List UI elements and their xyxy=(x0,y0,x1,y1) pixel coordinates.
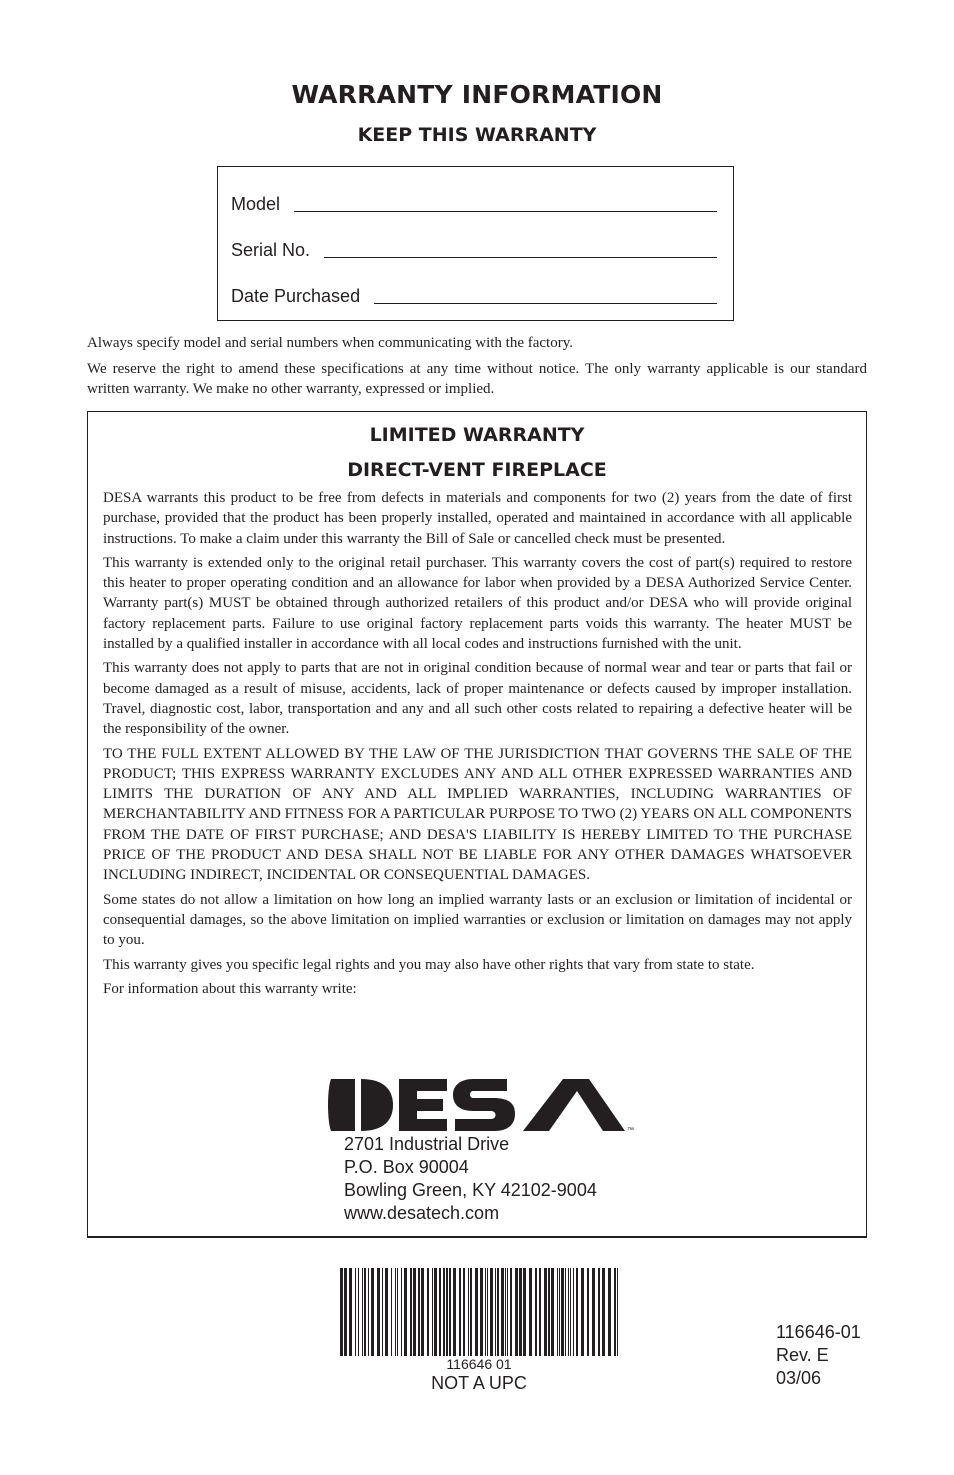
barcode-bar xyxy=(529,1268,532,1356)
barcode-bar xyxy=(480,1268,483,1356)
warranty-record-form xyxy=(217,166,734,321)
warranty-product: DIRECT-VENT FIREPLACE xyxy=(347,459,607,481)
barcode-bar xyxy=(453,1268,456,1356)
barcode-bar xyxy=(364,1268,366,1356)
model-entry-line xyxy=(294,211,717,212)
barcode-bar xyxy=(449,1268,451,1356)
barcode-bar xyxy=(497,1268,499,1356)
barcode-bar xyxy=(515,1268,518,1356)
barcode-bar xyxy=(490,1268,493,1356)
part-number: 116646-01 xyxy=(776,1322,861,1342)
page-subtitle: KEEP THIS WARRANTY xyxy=(357,124,597,146)
barcode-bar xyxy=(443,1268,445,1356)
barcode-bar xyxy=(565,1268,566,1356)
note-amend-rights: We reserve the right to amend these specifications at any time without notice. The only warranty applicable is our standard written warranty. We make no other warranty, expressed or implied. xyxy=(87,361,867,397)
warranty-paragraph: This warranty does not apply to parts that are not in original condition because of normal wear and tear or parts that fail or become damaged as a result of misuse, accidents, lack of proper maintenance or defects caused by improper installation. Travel, diagnostic cost, labor, transportation and any and all such other costs related to repairing a defective heater will be the responsibility of the owner. xyxy=(103,660,852,738)
barcode-image xyxy=(340,1268,618,1356)
barcode-bar xyxy=(487,1268,488,1356)
address-po-box: P.O. Box 90004 xyxy=(344,1157,469,1177)
barcode-bar xyxy=(468,1268,469,1356)
barcode-bar xyxy=(475,1268,478,1356)
warranty-paragraph: DESA warrants this product to be free from defects in materials and components for two (2) years from the date of first purchase, provided that the product has been properly installed, operated and maintained in accordance with all applicable instructions. To make a claim under this warranty the Bill of Sale or cancelled check must be presented. xyxy=(103,490,852,547)
barcode-bar xyxy=(470,1268,472,1356)
barcode-bar xyxy=(410,1268,412,1356)
page-title: WARRANTY INFORMATION xyxy=(291,80,663,109)
desa-logo xyxy=(327,1077,639,1133)
model-label: Model xyxy=(231,194,281,214)
revision-date: 03/06 xyxy=(776,1368,822,1388)
barcode-bar xyxy=(421,1268,424,1356)
barcode-bar xyxy=(413,1268,416,1356)
barcode-bar xyxy=(551,1268,554,1356)
barcode-bar xyxy=(598,1268,600,1356)
barcode-bar xyxy=(446,1268,448,1356)
date-purchased-label: Date Purchased xyxy=(231,286,361,306)
barcode-bar xyxy=(561,1268,564,1356)
warranty-title: LIMITED WARRANTY xyxy=(369,424,585,446)
barcode-bar xyxy=(559,1268,560,1356)
barcode-bar xyxy=(614,1268,616,1356)
barcode-bar xyxy=(391,1268,392,1356)
barcode-bar xyxy=(548,1268,550,1356)
barcode-bar xyxy=(505,1268,506,1356)
barcode-bar xyxy=(358,1268,359,1356)
barcode-bar xyxy=(495,1268,496,1356)
serial-field-row xyxy=(231,240,717,261)
barcode-bar xyxy=(608,1268,611,1356)
barcode-bar xyxy=(377,1268,380,1356)
barcode-bar xyxy=(340,1268,343,1356)
barcode-bar xyxy=(349,1268,352,1356)
barcode-bar xyxy=(592,1268,595,1356)
barcode-bar xyxy=(395,1268,396,1356)
barcode-bar xyxy=(427,1268,429,1356)
barcode-bar xyxy=(568,1268,569,1356)
barcode-bar xyxy=(570,1268,571,1356)
address-street: 2701 Industrial Drive xyxy=(344,1134,510,1154)
barcode-bar xyxy=(355,1268,356,1356)
note-specify-model: Always specify model and serial numbers when communicating with the factory. xyxy=(87,335,573,351)
barcode-bar xyxy=(617,1268,618,1356)
barcode-bar xyxy=(397,1268,398,1356)
barcode-bar xyxy=(510,1268,512,1356)
barcode-bar xyxy=(432,1268,433,1356)
warranty-paragraph: For information about this warranty write: xyxy=(103,980,357,997)
barcode-bar xyxy=(418,1268,420,1356)
barcode-bar xyxy=(573,1268,574,1356)
revision: Rev. E xyxy=(776,1345,829,1365)
address-website[interactable]: www.desatech.com xyxy=(344,1203,500,1223)
warranty-paragraph: Some states do not allow a limitation on how long an implied warranty lasts or an exclusion or limitation of incidental or consequential damages, so the above limitation on implied warranties or exclusion or limitation on damages may not apply to you. xyxy=(103,891,852,949)
barcode-bar xyxy=(519,1268,522,1356)
warranty-paragraph: This warranty gives you specific legal rights and you may also have other rights that vary from state to state. xyxy=(103,956,755,973)
barcode-bar xyxy=(368,1268,369,1356)
barcode-bar xyxy=(602,1268,605,1356)
barcode-bar xyxy=(463,1268,465,1356)
model-field-row xyxy=(231,194,717,215)
document-identifier xyxy=(776,1321,861,1390)
barcode-bar xyxy=(544,1268,547,1356)
barcode-bar xyxy=(401,1268,402,1356)
serial-label: Serial No. xyxy=(231,240,311,260)
barcode-bar xyxy=(344,1268,347,1356)
desa-address xyxy=(344,1133,597,1225)
barcode-bar xyxy=(557,1268,558,1356)
barcode-bar xyxy=(581,1268,584,1356)
barcode-bar xyxy=(523,1268,526,1356)
barcode-bar xyxy=(535,1268,537,1356)
barcode-bar xyxy=(576,1268,578,1356)
barcode-bar xyxy=(434,1268,437,1356)
barcode-number: 116646 01 xyxy=(446,1356,512,1372)
barcode-bar xyxy=(371,1268,374,1356)
warranty-paragraph: TO THE FULL EXTENT ALLOWED BY THE LAW OF THE JURISDICTION THAT GOVERNS THE SALE OF THE PRODUCT; THIS EXPRESS WARRANTY EXCLUDES ANY AND ALL OTHER EXPRESSED WARRANTIES AND LIMITS THE DURATION OF ANY AND ALL IMPLIED WARRANTIES, INCLUDING WARRANTIES OF MERCHANTABILITY AND FITNESS FOR A PARTICULAR PURPOSE TO TWO (2) YEARS ON ALL COMPONENTS FROM THE DATE OF FIRST PURCHASE; AND DESA'S LIABILITY IS HEREBY LIMITED TO THE PURCHASE PRICE OF THE PRODUCT AND DESA SHALL NOT BE LIABLE FOR ANY OTHER DAMAGES WHATSOEVER INCLUDING INDIRECT, INCIDENTAL OR CONSEQUENTIAL DAMAGES. xyxy=(103,745,852,884)
date-purchased-entry-line xyxy=(374,303,717,304)
barcode-bar xyxy=(539,1268,541,1356)
barcode-bar xyxy=(382,1268,383,1356)
barcode-bar xyxy=(459,1268,461,1356)
barcode-note: NOT A UPC xyxy=(431,1373,527,1393)
barcode-bar xyxy=(587,1268,589,1356)
barcode-bar xyxy=(501,1268,504,1356)
barcode-bar xyxy=(439,1268,441,1356)
barcode-bar xyxy=(362,1268,363,1356)
barcode-bar xyxy=(385,1268,388,1356)
address-city: Bowling Green, KY 42102-9004 xyxy=(344,1180,597,1200)
warranty-paragraph: This warranty is extended only to the original retail purchaser. This warranty covers the cost of part(s) required to restore this heater to proper operating condition and an allowance for labor when provided by a DESA Authorized Service Center. Warranty part(s) MUST be obtained through authorized retailers of this product and/or DESA who will provide original factory replacement parts. Failure to use original factory replacement parts voids this warranty. The heater MUST be installed by a qualified installer in accordance with all local codes and instructions furnished with the unit. xyxy=(103,554,852,653)
barcode-bar xyxy=(485,1268,486,1356)
trademark-mark: ™ xyxy=(627,1127,634,1133)
barcode-bar xyxy=(404,1268,407,1356)
barcode-bar xyxy=(507,1268,508,1356)
date-purchased-field-row xyxy=(231,286,717,307)
warranty-body xyxy=(103,488,852,1003)
serial-entry-line xyxy=(324,257,717,258)
